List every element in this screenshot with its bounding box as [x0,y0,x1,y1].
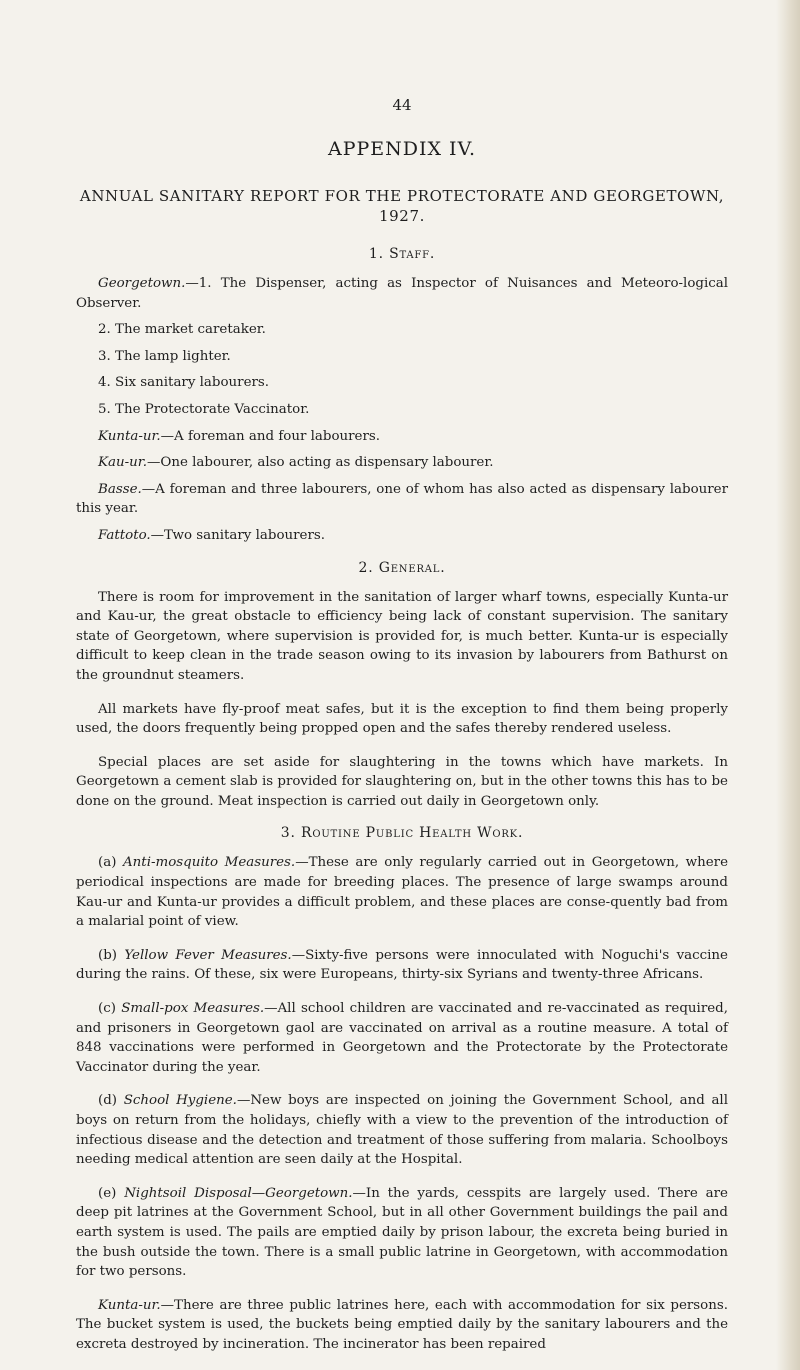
section-title-staff: 1. Staff. [368,246,436,262]
staff-basse-text: —A foreman and three labourers, one of whom has also acted as dispensary labourer this year. [76,481,728,517]
general-paragraph: Special places are set aside for slaughtering in the towns which have markets. In Georgetown a cement slab is provided for slaughtering on, but in the other towns this has to be done on the ground. Meat inspection is carried out daily in Georgetown only. [76,754,728,809]
routine-a-marker: (a) [98,855,117,871]
routine-e-text: —In the yards, cesspits are largely used. There are deep pit latrines at the Government School, but in all other Government buildings the pail and earth system is used. The pails are emptied daily by prison labour, the excreta being buried in the bush outside the town. There is a small public latrine in Georgetown, with accommodation for two persons. [76,1185,728,1280]
staff-fattoto-label: Fattoto. [98,527,151,543]
staff-fattoto [76,526,728,546]
general-paragraph: There is room for improvement in the sanitation of larger wharf towns, especially Kunta-ur and Kau-ur, the great obstacle to efficiency being lack of constant supervision. The sanitary state of Georgetown, where supervision is provided for, is much better. Kunta-ur is especially difficult to keep clean in the trade season owing to its invasion by labourers from Bathurst on the groundnut steamers. [76,589,728,683]
routine-small-pox [76,999,728,1077]
staff-item: 5. The Protectorate Vaccinator. [98,401,310,417]
staff-item: 2. The market caretaker. [98,322,266,338]
routine-c-marker: (c) [98,1001,116,1017]
routine-a-label: Anti-mosquito Measures. [123,855,296,871]
staff-kunta-ur [76,427,728,447]
routine-kunta-ur-text: —There are three public latrines here, each with accommodation for six persons. The bucket system is used, the buckets being emptied daily by the sanitary labourers and the excreta destroyed by incineration. The incinerator has been repaired [76,1297,728,1352]
routine-b-text: —Sixty-five persons were innoculated with Noguchi's vaccine during the rains. Of these, six were Europeans, thirty-six Syrians and twenty-three Africans. [76,947,728,983]
page-edge-shadow [776,0,800,1370]
routine-c-label: Small-pox Measures. [121,1001,265,1017]
report-title: ANNUAL SANITARY REPORT FOR THE PROTECTORATE AND GEORGETOWN, 1927. [79,187,725,225]
staff-basse [76,480,728,519]
staff-item: 3. The lamp lighter. [98,348,231,364]
routine-e-marker: (e) [98,1185,117,1201]
staff-kau-ur-text: —One labourer, also acting as dispensary labourer. [146,455,494,471]
staff-georgetown [76,274,728,313]
routine-d-marker: (d) [98,1093,118,1109]
staff-kunta-ur-label: Kunta-ur. [98,428,161,444]
staff-kunta-ur-text: —A foreman and four labourers. [160,428,380,444]
routine-nightsoil [76,1184,728,1282]
staff-kau-ur-label: Kau-ur. [98,455,147,471]
routine-b-marker: (b) [98,947,118,963]
routine-kunta-ur-label: Kunta-ur. [98,1297,161,1313]
routine-school-hygiene [76,1091,728,1169]
routine-anti-mosquito [76,853,728,931]
section-title-routine: 3. Routine Public Health Work. [280,825,524,842]
routine-b-label: Yellow Fever Measures. [124,947,292,963]
staff-basse-label: Basse. [98,481,142,497]
routine-a-text: —These are only regularly carried out in Georgetown, where periodical inspections are made for breeding places. The presence of large swamps around Kau-ur and Kunta-ur provides a difficult problem, and these places are conse-quently bad from a malarial point of view. [76,855,728,930]
routine-kunta-ur [76,1296,728,1355]
general-paragraph: All markets have fly-proof meat safes, but it is the exception to find them being properly used, the doors frequently being propped open and the safes thereby rendered useless. [76,701,728,737]
routine-d-text: —New boys are inspected on joining the Government School, and all boys on return from the holidays, chiefly with a view to the prevention of the introduction of infectious disease and the detection and treatment of those suffering from malaria. Schoolboys needing medical attention are seen daily at the Hospital. [76,1093,728,1168]
routine-yellow-fever [76,946,728,985]
staff-georgetown-label: Georgetown. [98,276,186,291]
section-title-general: 2. General. [358,559,446,576]
routine-c-text: —All school children are vaccinated and re-vaccinated as required, and prisoners in Georgetown gaol are vaccinated on arrival as a routine measure. A total of 848 vaccinations were performed in Georgetown and the Protectorate by the Protectorate Vaccinator during the year. [76,1001,728,1075]
staff-item: 4. Six sanitary labourers. [98,375,270,391]
page-number: 44 [392,96,412,114]
staff-georgetown-text: —1. The Dispenser, acting as Inspector of Nuisances and Meteoro-logical Observer. [76,276,728,311]
routine-d-label: School Hygiene. [123,1093,237,1109]
routine-e-label: Nightsoil Disposal—Georgetown. [124,1185,353,1201]
appendix-title: APPENDIX IV. [327,138,477,160]
staff-kau-ur [76,453,728,473]
staff-fattoto-text: —Two sanitary labourers. [150,527,326,543]
